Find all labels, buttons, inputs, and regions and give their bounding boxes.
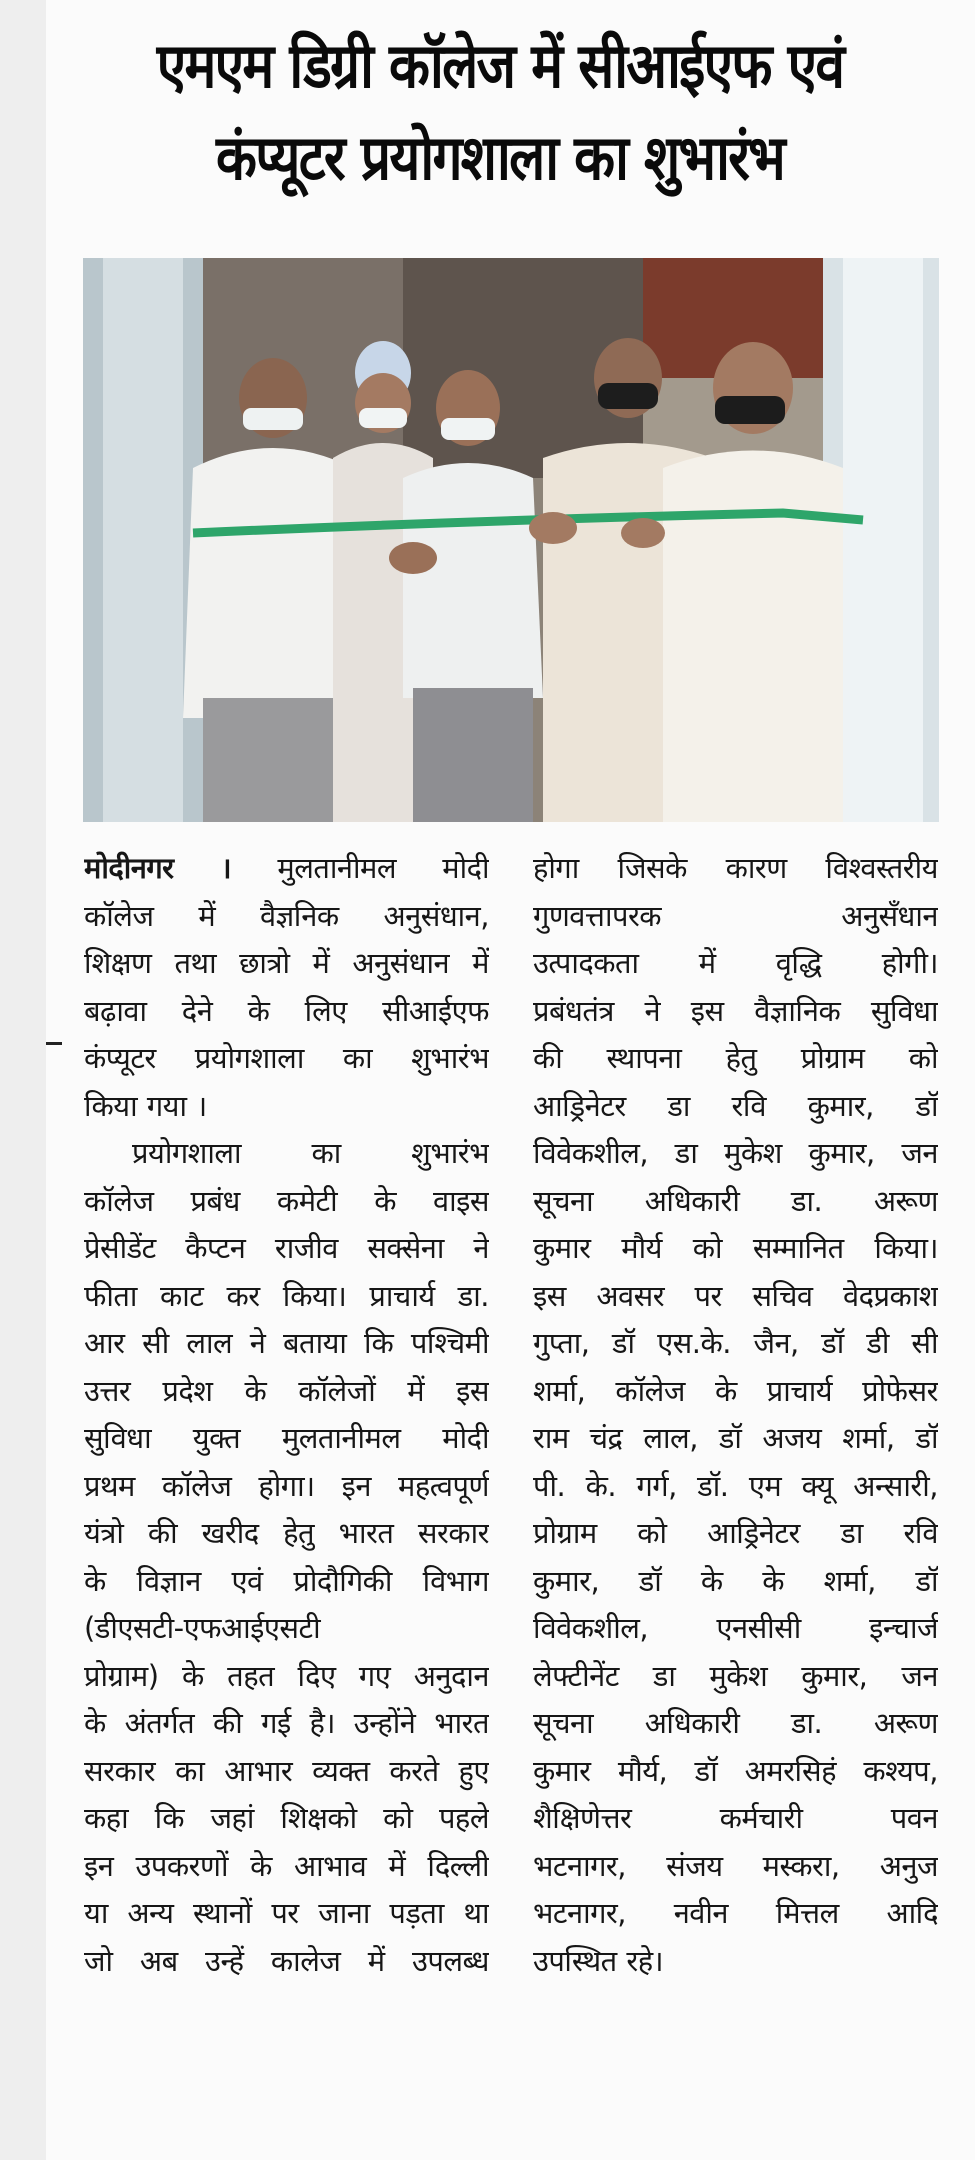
- article-line: (डीएसटी-एफआईएसटी: [84, 1611, 321, 1645]
- article-line: इस अवसर पर सचिव वेदप्रकाश: [533, 1278, 938, 1313]
- article-line: के विज्ञान एवं प्रोदौगिकी विभाग: [84, 1563, 489, 1598]
- article-line: प्रोग्राम) के तहत दिए गए अनुदान: [84, 1658, 489, 1693]
- article-line: लेफ्टीनेंट डा मुकेश कुमार, जन: [533, 1658, 938, 1693]
- dateline: मोदीनगर ।: [84, 851, 232, 885]
- article-line: गुप्ता, डॉ एस.के. जैन, डॉ डी सी: [533, 1326, 938, 1360]
- article-line: मोदीनगर । मुलतानीमल मोदी: [84, 851, 489, 885]
- ribbon-cutting-illustration: [83, 258, 939, 822]
- article-line: कॉलेज में वैज्ञनिक अनुसंधान,: [84, 898, 489, 933]
- article-line: भटनागर, नवीन मित्तल आदि: [533, 1896, 938, 1930]
- article-line: उपस्थित रहे।: [533, 1943, 664, 1978]
- article-line: प्रथम कॉलेज होगा। इन महत्वपूर्ण: [84, 1468, 489, 1503]
- article-line: विवेकशील, एनसीसी इन्चार्ज: [533, 1611, 938, 1645]
- article-line: पी. के. गर्ग, डॉ. एम क्यू अन्सारी,: [533, 1468, 938, 1503]
- article-column-right: [533, 845, 938, 1985]
- page-margin-strip: [0, 0, 46, 2160]
- article-line: प्रबंधतंत्र ने इस वैज्ञानिक सुविधा: [533, 993, 938, 1028]
- article-line: आर सी लाल ने बताया कि पश्चिमी: [84, 1326, 489, 1360]
- article-line: प्रोग्राम को आड्रिनेटर डा रवि: [533, 1516, 938, 1550]
- article-line: सूचना अधिकारी डा. अरूण: [533, 1183, 938, 1218]
- article-line: कुमार मौर्य को सम्मानित किया।: [533, 1231, 938, 1265]
- article-line: राम चंद्र लाल, डॉ अजय शर्मा, डॉ: [533, 1421, 938, 1455]
- article-line: की स्थापना हेतु प्रोग्राम को: [533, 1041, 938, 1075]
- headline-line-2: कंप्यूटर प्रयोगशाला का शुभारंभ: [215, 121, 785, 194]
- article-line: सुविधा युक्त मुलतानीमल मोदी: [84, 1421, 489, 1455]
- article-line: कुमार मौर्य, डॉ अमरसिहं कश्यप,: [533, 1753, 938, 1788]
- article-line: उत्तर प्रदेश के कॉलेजों में इस: [84, 1373, 489, 1408]
- article-line: गुणवत्तापरक अनुसँधान: [533, 898, 938, 933]
- headline: [122, 20, 879, 204]
- article-line: आड्रिनेटर डा रवि कुमार, डॉ: [533, 1088, 938, 1123]
- article-line: सरकार का आभार व्यक्त करते हुए: [84, 1753, 489, 1788]
- article-line: यंत्रो की खरीद हेतु भारत सरकार: [84, 1516, 489, 1550]
- article-line: या अन्य स्थानों पर जाना पड़ता था: [84, 1896, 489, 1930]
- article-line: बढ़ावा देने के लिए सीआईएफ: [84, 993, 489, 1028]
- article-line: प्रयोगशाला का शुभारंभ: [132, 1136, 489, 1170]
- article-line: कॉलेज प्रबंध कमेटी के वाइस: [84, 1183, 489, 1218]
- article-line: भटनागर, संजय मस्करा, अनुज: [533, 1848, 938, 1883]
- article-line: के अंतर्गत की गई है। उन्होंने भारत: [84, 1706, 489, 1740]
- article-line: कहा कि जहां शिक्षको को पहले: [84, 1801, 489, 1835]
- article-line: शैक्षिणेत्तर कर्मचारी पवन: [533, 1801, 938, 1835]
- article-line: किया गया ।: [84, 1088, 207, 1123]
- article-line: कंप्यूटर प्रयोगशाला का शुभारंभ: [84, 1041, 489, 1075]
- headline-line-1: एमएम डिग्री कॉलेज में सीआईएफ एवं: [156, 29, 844, 102]
- article-line: प्रेसीडेंट कैप्टन राजीव सक्सेना ने: [84, 1231, 489, 1265]
- article-line: सूचना अधिकारी डा. अरूण: [533, 1706, 938, 1740]
- article-column-left: [84, 845, 489, 1985]
- article-line: फीता काट कर किया। प्राचार्य डा.: [84, 1278, 489, 1313]
- article-line: विवेकशील, डा मुकेश कुमार, जन: [533, 1136, 938, 1170]
- article-line: कुमार, डॉ के के शर्मा, डॉ: [533, 1563, 938, 1598]
- article-line: होगा जिसके कारण विश्वस्तरीय: [533, 851, 938, 885]
- article-line: इन उपकरणों के आभाव में दिल्ली: [84, 1848, 489, 1883]
- article-line: जो अब उन्हें कालेज में उपलब्ध: [84, 1943, 489, 1978]
- article-line: उत्पादकता में वृद्धि होगी।: [533, 946, 938, 980]
- article-line: शर्मा, कॉलेज के प्राचार्य प्रोफेसर: [533, 1373, 938, 1408]
- margin-mark: [46, 1042, 62, 1045]
- article-line: शिक्षण तथा छात्रो में अनुसंधान में: [84, 946, 489, 980]
- news-photo-ribbon-cutting: [83, 258, 939, 822]
